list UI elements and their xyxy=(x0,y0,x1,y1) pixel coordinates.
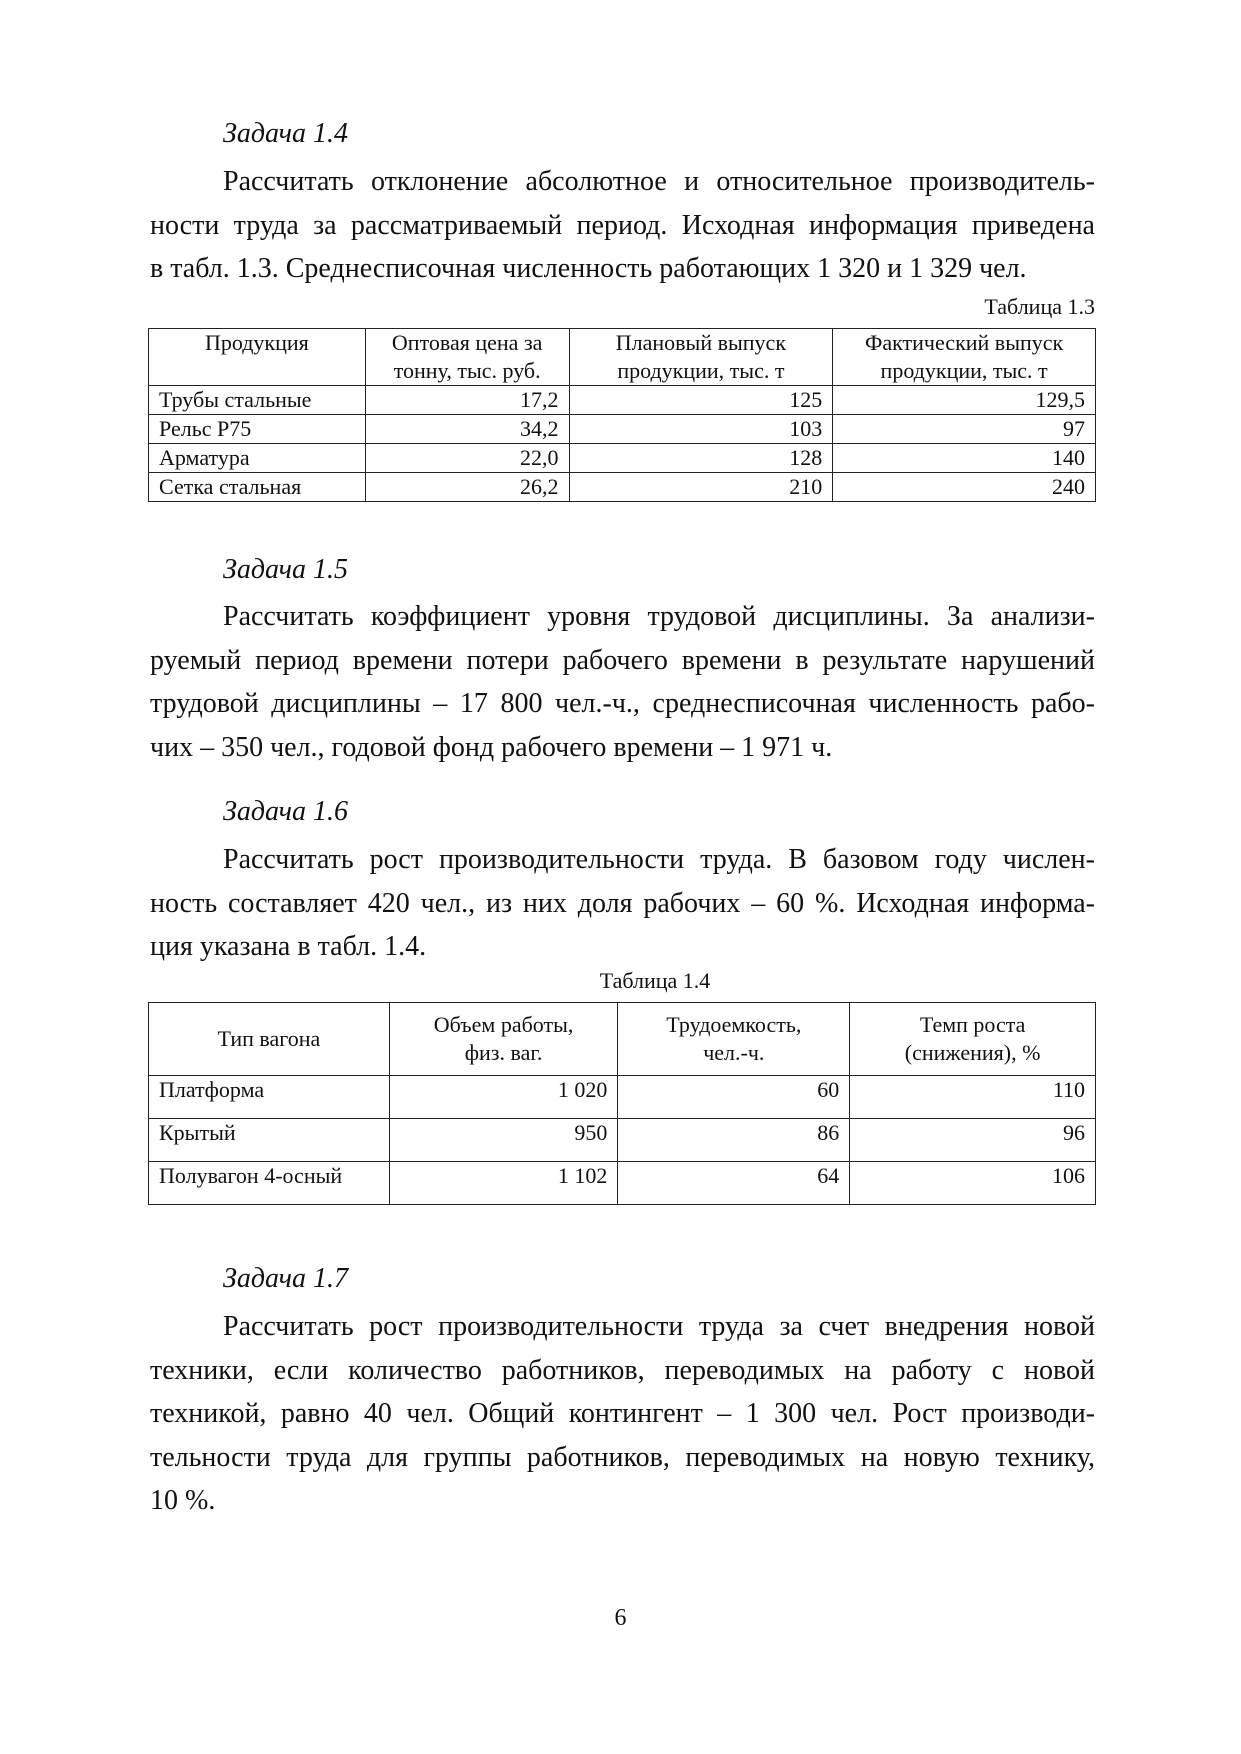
cell: Рельс Р75 xyxy=(149,415,366,444)
text-line: ности труда за рассматриваемый период. Исходная информация приведена xyxy=(150,209,1095,241)
cell: Трубы стальные xyxy=(149,386,366,415)
task-1-7-text xyxy=(150,1305,1095,1523)
table-row xyxy=(149,1162,1096,1205)
cell: 17,2 xyxy=(365,386,569,415)
table-row xyxy=(149,444,1096,473)
cell: 1 102 xyxy=(389,1162,618,1205)
task-1-7-title: Задача 1.7 xyxy=(223,1263,349,1294)
cell: Полувагон 4-осный xyxy=(149,1162,390,1205)
cell: Крытый xyxy=(149,1119,390,1162)
text-line: техникой, равно 40 чел. Общий контингент – 1 300 чел. Рост производи- xyxy=(150,1398,1095,1429)
text-line: чих – 350 чел., годовой фонд рабочего времени – 1 971 ч. xyxy=(150,731,833,763)
text-line: Рассчитать рост производительности труда. В базовом году числен- xyxy=(223,844,1095,875)
task-1-5-text xyxy=(150,595,1095,769)
cell: 125 xyxy=(569,386,833,415)
cell: 34,2 xyxy=(365,415,569,444)
header-cell: Тип вагона xyxy=(149,1003,390,1076)
table-row xyxy=(149,386,1096,415)
cell: 106 xyxy=(850,1162,1096,1205)
cell: Арматура xyxy=(149,444,366,473)
table-1-4 xyxy=(148,1002,1096,1205)
cell: 140 xyxy=(833,444,1096,473)
cell: 97 xyxy=(833,415,1096,444)
cell: 950 xyxy=(389,1119,618,1162)
cell: 22,0 xyxy=(365,444,569,473)
page-number: 6 xyxy=(614,1605,627,1631)
cell: Платформа xyxy=(149,1076,390,1119)
text-line: техники, если количество работников, переводимых на работу с новой xyxy=(150,1354,1095,1386)
text-line: Рассчитать рост производительности труда за счет внедрения новой xyxy=(223,1311,1095,1342)
text-line: в табл. 1.3. Среднесписочная численность работающих 1 320 и 1 329 чел. xyxy=(150,253,1027,284)
cell: 103 xyxy=(569,415,833,444)
text-line: Рассчитать коэффициент уровня трудовой дисциплины. За анализи- xyxy=(223,601,1095,632)
cell: 129,5 xyxy=(833,386,1096,415)
header-cell: Объем работы, физ. ваг. xyxy=(389,1003,618,1076)
text-line: ность составляет 420 чел., из них доля рабочих – 60 %. Исходная информа- xyxy=(150,887,1095,919)
header-cell: Продукция xyxy=(149,329,366,386)
header-cell: Оптовая цена за тонну, тыс. руб. xyxy=(365,329,569,386)
cell: 96 xyxy=(850,1119,1096,1162)
table-1-3 xyxy=(148,328,1096,502)
task-1-4-title: Задача 1.4 xyxy=(223,118,349,149)
cell: 240 xyxy=(833,473,1096,502)
table-row xyxy=(149,415,1096,444)
task-1-6-text xyxy=(150,838,1095,969)
task-1-5-title: Задача 1.5 xyxy=(223,554,349,585)
cell: Сетка стальная xyxy=(149,473,366,502)
header-cell: Трудоемкость, чел.-ч. xyxy=(618,1003,850,1076)
text-line: ция указана в табл. 1.4. xyxy=(150,931,427,962)
cell: 60 xyxy=(618,1076,850,1119)
text-line: трудовой дисциплины – 17 800 чел.-ч., среднесписочная численность рабо- xyxy=(150,688,1095,719)
text-line: 10 %. xyxy=(150,1485,216,1516)
table-header-row xyxy=(149,1003,1096,1076)
task-1-6-title: Задача 1.6 xyxy=(223,796,349,827)
table-row xyxy=(149,1076,1096,1119)
text-line: тельности труда для группы работников, переводимых на новую технику, xyxy=(150,1441,1095,1473)
cell: 1 020 xyxy=(389,1076,618,1119)
task-1-4-text xyxy=(150,160,1095,291)
cell: 26,2 xyxy=(365,473,569,502)
header-cell: Темп роста (снижения), % xyxy=(850,1003,1096,1076)
table-header-row xyxy=(149,329,1096,386)
table-row xyxy=(149,473,1096,502)
cell: 110 xyxy=(850,1076,1096,1119)
table-row xyxy=(149,1119,1096,1162)
table-1-3-caption: Таблица 1.3 xyxy=(984,294,1095,319)
text-line: Рассчитать отклонение абсолютное и относительное производитель- xyxy=(223,166,1095,197)
table-1-4-caption: Таблица 1.4 xyxy=(599,968,711,993)
cell: 86 xyxy=(618,1119,850,1162)
header-cell: Плановый выпуск продукции, тыс. т xyxy=(569,329,833,386)
text-line: руемый период времени потери рабочего времени в результате нарушений xyxy=(150,644,1095,676)
header-cell: Фактический выпуск продукции, тыс. т xyxy=(833,329,1096,386)
cell: 128 xyxy=(569,444,833,473)
cell: 210 xyxy=(569,473,833,502)
cell: 64 xyxy=(618,1162,850,1205)
